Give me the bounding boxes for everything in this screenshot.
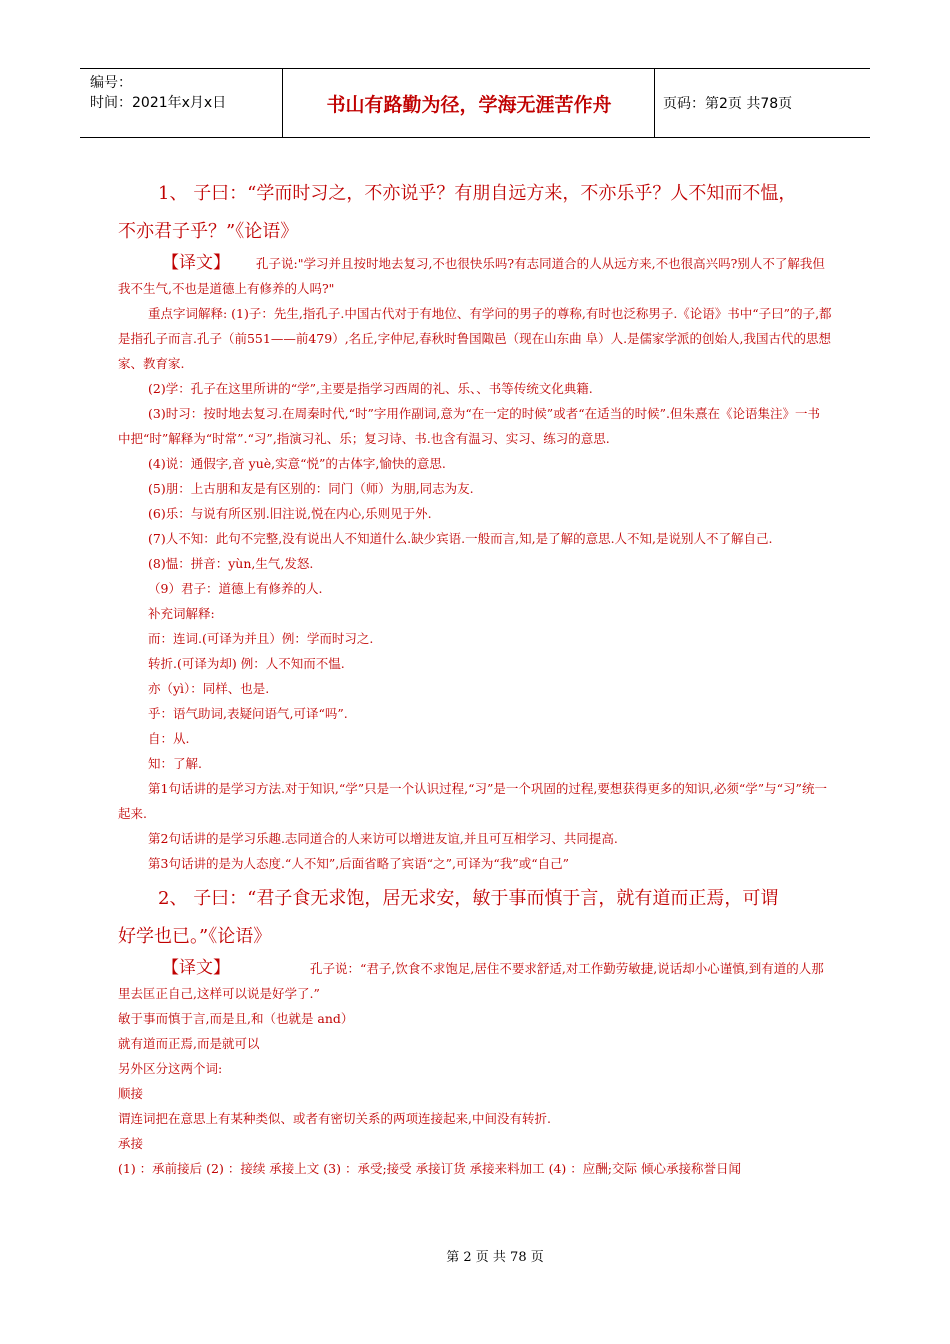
header-motto: 书山有路勤为径，学海无涯苦作舟: [284, 69, 655, 137]
section1-note: (3)时习：按时地去复习.在周秦时代,“时”字用作副词,意为“在一定的时候”或者“在适当的时候”.但朱熹在《论语集注》一书中把“时”解释为“时常”.“习”,指演习礼、乐；复习诗、书.也含有温习、实习、练习的意思.: [118, 406, 820, 446]
section1-note: 亦（yì）：同样、也是.: [148, 681, 270, 696]
section1-note: (8)愠：拼音：yùn,生气,发怒.: [148, 556, 314, 571]
page-header: [80, 68, 870, 138]
section1-title-line1: [118, 175, 832, 213]
section2-note: 就有道而正焉,而是就可以: [118, 1036, 260, 1051]
doc-number-label: 编号：: [90, 75, 132, 91]
section2-title-text: 子曰：“君子食无求饱，居无求安，敏于事而慎于言，就有道而正焉，可谓: [193, 888, 779, 909]
section1-translation: [118, 251, 832, 301]
section2-note: (1) ：承前接后 (2) ：接续 承接上文 (3) ：承受;接受 承接订货 承接来料加工 (4) ：应酬;交际 倾心承接称誉日闻: [118, 1161, 741, 1176]
section2-translation-tag: 【译文】: [162, 958, 230, 978]
section1-title-text: 子曰：“学而时习之，不亦说乎？有朋自远方来，不亦乐乎？人不知而不愠，: [193, 183, 797, 204]
header-page-label: 页码：第2页 共78页: [663, 96, 793, 112]
section2-title-line2: 好学也已。”《论语》: [118, 926, 272, 947]
section2-note: 另外区分这两个词:: [118, 1061, 223, 1076]
section1-note: 第1句话讲的是学习方法.对于知识,“学”只是一个认识过程,“习”是一个巩固的过程,要想获得更多的知识,必须“学”与“习”统一起来.: [118, 781, 827, 821]
section1-note: 乎：语气助词,表疑问语气,可译“吗”.: [148, 706, 348, 721]
section1-note: 而：连词.(可译为并且）例：学而时习之.: [148, 631, 374, 646]
section2-note: 承接: [118, 1136, 144, 1151]
section1-note: (4)说：通假字,音 yuè,实意“悦”的古体字,愉快的意思.: [148, 456, 446, 471]
section1-title-line2: 不亦君子乎？”《论语》: [118, 221, 299, 242]
section1-note: 重点字词解释: (1)子：先生,指孔子.中国古代对于有地位、有学问的男子的尊称,有时也泛称男子.《论语》书中“子曰”的子,都是指孔子而言.孔子（前551——前479）,名丘,字仲尼,春秋时鲁国陬邑（现在山东曲 阜）人.是儒家学派的创始人,我国古代的思想家、教育家.: [118, 306, 832, 371]
section2-translation-text: 孔子说：“君子,饮食不求饱足,居住不要求舒适,对工作勤劳敏捷,说话却小心谨慎,到有道的人那里去匡正自己,这样可以说是好学了.”: [118, 961, 824, 1001]
doc-time-label: 时间：2021年x月x日: [90, 95, 227, 111]
section1-note: (6)乐：与说有所区别.旧注说,悦在内心,乐则见于外.: [148, 506, 432, 521]
section1-translation-tag: 【译文】: [162, 253, 230, 273]
section1-note: 第3句话讲的是为人态度.“人不知”,后面省略了宾语“之”,可译为“我”或“自己”: [148, 856, 569, 871]
section1-translation-text: 孔子说:"学习并且按时地去复习,不也很快乐吗?有志同道合的人从远方来,不也很高兴吗?别人不了解我但我不生气,不也是道德上有修养的人吗?": [118, 256, 825, 296]
section1-note: (2)学：孔子在这里所讲的“学”,主要是指学习西周的礼、乐、、书等传统文化典籍.: [148, 381, 593, 396]
section2-note: 顺接: [118, 1086, 144, 1101]
section1-note: 第2句话讲的是学习乐趣.志同道合的人来访可以增进友谊,并且可互相学习、共同提高.: [148, 831, 618, 846]
section1-note: (5)朋：上古朋和友是有区别的：同门（师）为朋,同志为友.: [148, 481, 474, 496]
section1-note: 转折.(可译为却) 例：人不知而不愠.: [148, 656, 345, 671]
section2-translation: [118, 956, 832, 1006]
document-body: [118, 175, 832, 1181]
section2-note: 敏于事而慎于言,而是且,和（也就是 and）: [118, 1011, 354, 1026]
section2-number: 2、: [158, 888, 188, 909]
header-meta-cell: [80, 69, 283, 137]
section1-note: （9）君子：道德上有修养的人.: [148, 581, 323, 596]
section2-note: 谓连词把在意思上有某种类似、或者有密切关系的两项连接起来,中间没有转折.: [118, 1111, 551, 1126]
section1-number: 1、: [158, 183, 188, 204]
section2-title-line1: [118, 880, 832, 918]
section1-note: 补充词解释:: [148, 606, 215, 621]
section1-note: 自：从.: [148, 731, 190, 746]
section1-note: (7)人不知：此句不完整,没有说出人不知道什么.缺少宾语.一般而言,知,是了解的意思.人不知,是说别人不了解自己.: [148, 531, 773, 546]
page-footer: 第 2 页 共 78 页: [446, 1250, 544, 1265]
section1-note: 知：了解.: [148, 756, 202, 771]
